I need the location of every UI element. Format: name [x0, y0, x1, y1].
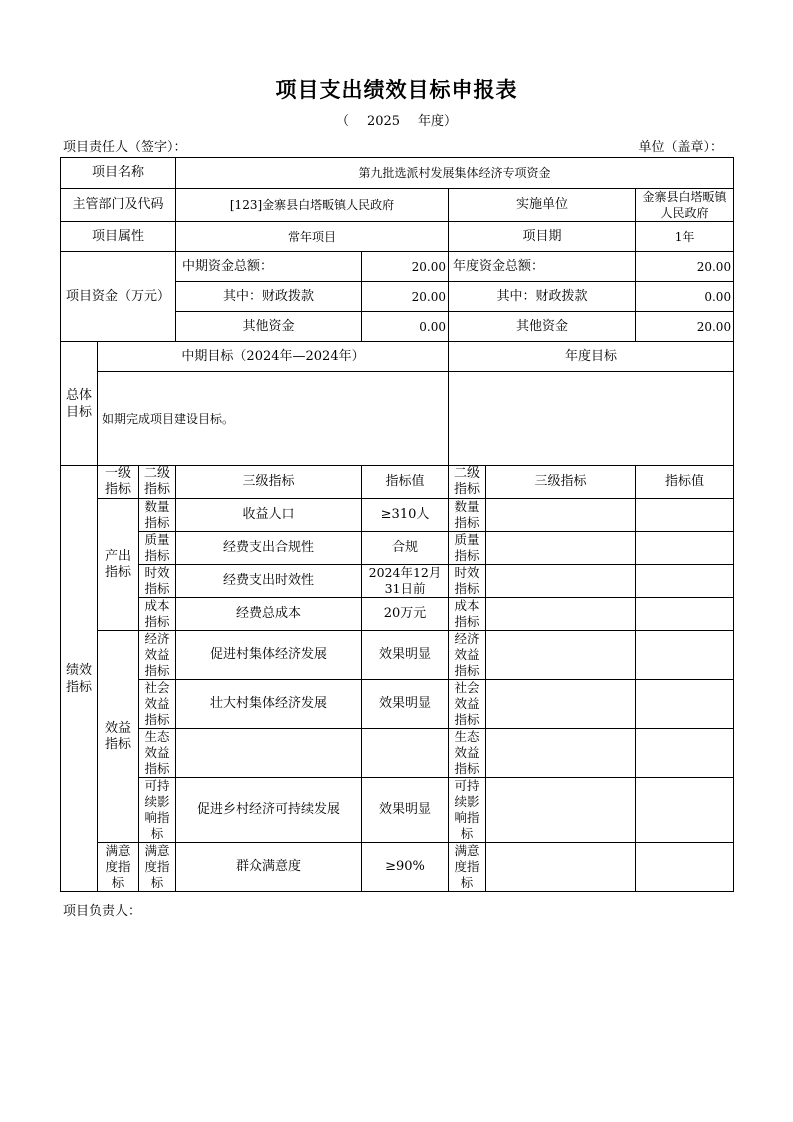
- table-row: [61, 843, 734, 892]
- level3-cell: 收益人口: [176, 499, 362, 532]
- year-unit: 年度）: [418, 114, 458, 129]
- dept-value: [123]金寨县白塔畈镇人民政府: [176, 189, 449, 222]
- year-value-cell: [636, 729, 734, 778]
- output-group-label: 产出指标: [98, 499, 139, 631]
- year-level2-cell: 质量指标: [449, 532, 486, 565]
- table-row: [61, 222, 734, 252]
- attr-label: 项目属性: [61, 222, 176, 252]
- year-fiscal-value: 0.00: [636, 282, 734, 312]
- table-row: [61, 189, 734, 222]
- year-value-cell: [636, 680, 734, 729]
- year-level2-header: 二级指标: [449, 466, 486, 499]
- value-cell: 合规: [362, 532, 449, 565]
- year-level2-cell: 满意度指标: [449, 843, 486, 892]
- mid-other-label: 其他资金: [176, 312, 362, 342]
- value-cell: ≥90%: [362, 843, 449, 892]
- value-header: 指标值: [362, 466, 449, 499]
- value-cell: 效果明显: [362, 680, 449, 729]
- page-title: 项目支出绩效目标申报表: [275, 77, 518, 102]
- year-level2-cell: 成本指标: [449, 598, 486, 631]
- indicators-label: 绩效指标: [61, 466, 98, 892]
- project-owner-signature-label: 项目责任人（签字）：: [63, 140, 187, 155]
- level3-cell: 经费总成本: [176, 598, 362, 631]
- year-value-cell: [636, 499, 734, 532]
- year-open: （: [335, 114, 349, 129]
- level2-cell: 生态效益指标: [139, 729, 176, 778]
- level2-cell: 可持续影响指标: [139, 778, 176, 843]
- project-name-value: 第九批选派村发展集体经济专项资金: [176, 158, 734, 189]
- value-cell: 效果明显: [362, 778, 449, 843]
- year-level2-cell: 社会效益指标: [449, 680, 486, 729]
- mid-goal-header: 中期目标（2024年—2024年）: [98, 342, 449, 372]
- year-level3-cell: [486, 565, 636, 598]
- funds-label: 项目资金（万元）: [61, 252, 176, 342]
- level3-cell: 群众满意度: [176, 843, 362, 892]
- table-row: [61, 778, 734, 843]
- dept-label: 主管部门及代码: [61, 189, 176, 222]
- year-value-cell: [636, 532, 734, 565]
- year-level3-cell: [486, 680, 636, 729]
- mid-total-label: 中期资金总额：: [176, 252, 362, 282]
- table-row: [61, 342, 734, 372]
- value-cell: [362, 729, 449, 778]
- attr-value: 常年项目: [176, 222, 449, 252]
- overall-goal-label: 总体目标: [61, 342, 98, 466]
- unit-seal-label: 单位（盖章）：: [638, 140, 723, 155]
- year-level2-cell: 生态效益指标: [449, 729, 486, 778]
- table-row: [61, 499, 734, 532]
- year-level3-cell: [486, 598, 636, 631]
- year-other-label: 其他资金: [449, 312, 636, 342]
- year-total-label: 年度资金总额：: [449, 252, 636, 282]
- level2-header: 二级指标: [139, 466, 176, 499]
- year-level3-cell: [486, 532, 636, 565]
- level2-cell: 质量指标: [139, 532, 176, 565]
- level3-header: 三级指标: [176, 466, 362, 499]
- level2-cell: 满意度指标: [139, 843, 176, 892]
- mid-fiscal-label: 其中：财政拨款: [176, 282, 362, 312]
- table-row: [61, 532, 734, 565]
- project-name-label: 项目名称: [61, 158, 176, 189]
- year-total-value: 20.00: [636, 252, 734, 282]
- period-value: 1年: [636, 222, 734, 252]
- table-row: [61, 565, 734, 598]
- impl-unit-label: 实施单位: [449, 189, 636, 222]
- year-other-value: 20.00: [636, 312, 734, 342]
- value-cell: ≥310人: [362, 499, 449, 532]
- year-goal-text: [449, 372, 734, 466]
- year-value-cell: [636, 565, 734, 598]
- value-cell: 效果明显: [362, 631, 449, 680]
- year-level3-cell: [486, 631, 636, 680]
- table-row: [61, 631, 734, 680]
- year-level3-cell: [486, 499, 636, 532]
- table-row: [61, 372, 734, 466]
- year-level2-cell: 数量指标: [449, 499, 486, 532]
- table-row: [61, 598, 734, 631]
- year-value-cell: [636, 778, 734, 843]
- level2-cell: 成本指标: [139, 598, 176, 631]
- performance-target-table: [60, 157, 734, 892]
- year-level3-cell: [486, 729, 636, 778]
- benefit-group-label: 效益指标: [98, 631, 139, 843]
- year-value-header: 指标值: [636, 466, 734, 499]
- level3-cell: 经费支出时效性: [176, 565, 362, 598]
- year-value-cell: [636, 631, 734, 680]
- level2-cell: 数量指标: [139, 499, 176, 532]
- table-row: [61, 729, 734, 778]
- year-goal-header: 年度目标: [449, 342, 734, 372]
- period-label: 项目期: [449, 222, 636, 252]
- mid-other-value: 0.00: [362, 312, 449, 342]
- level2-cell: 社会效益指标: [139, 680, 176, 729]
- year-value: 2025: [366, 114, 401, 129]
- level2-cell: 经济效益指标: [139, 631, 176, 680]
- year-value-cell: [636, 598, 734, 631]
- level1-header: 一级指标: [98, 466, 139, 499]
- year-fiscal-label: 其中：财政拨款: [449, 282, 636, 312]
- level3-cell: 壮大村集体经济发展: [176, 680, 362, 729]
- year-line: [0, 110, 793, 129]
- value-cell: 20万元: [362, 598, 449, 631]
- year-level2-cell: 时效指标: [449, 565, 486, 598]
- level3-cell: [176, 729, 362, 778]
- year-level2-cell: 可持续影响指标: [449, 778, 486, 843]
- level3-cell: 促进乡村经济可持续发展: [176, 778, 362, 843]
- year-level3-cell: [486, 843, 636, 892]
- mid-fiscal-value: 20.00: [362, 282, 449, 312]
- year-level3-header: 三级指标: [486, 466, 636, 499]
- table-row: [61, 158, 734, 189]
- level3-cell: 促进村集体经济发展: [176, 631, 362, 680]
- project-leader-label: 项目负责人：: [63, 904, 142, 919]
- level2-cell: 时效指标: [139, 565, 176, 598]
- impl-unit-value: 金寨县白塔畈镇人民政府: [636, 189, 734, 222]
- mid-total-value: 20.00: [362, 252, 449, 282]
- satisfaction-group-label: 满意度指标: [98, 843, 139, 892]
- mid-goal-text: 如期完成项目建设目标。: [98, 372, 449, 466]
- value-cell: 2024年12月31日前: [362, 565, 449, 598]
- table-row: [61, 680, 734, 729]
- table-row: [61, 466, 734, 499]
- year-level3-cell: [486, 778, 636, 843]
- table-row: [61, 252, 734, 282]
- level3-cell: 经费支出合规性: [176, 532, 362, 565]
- year-level2-cell: 经济效益指标: [449, 631, 486, 680]
- year-value-cell: [636, 843, 734, 892]
